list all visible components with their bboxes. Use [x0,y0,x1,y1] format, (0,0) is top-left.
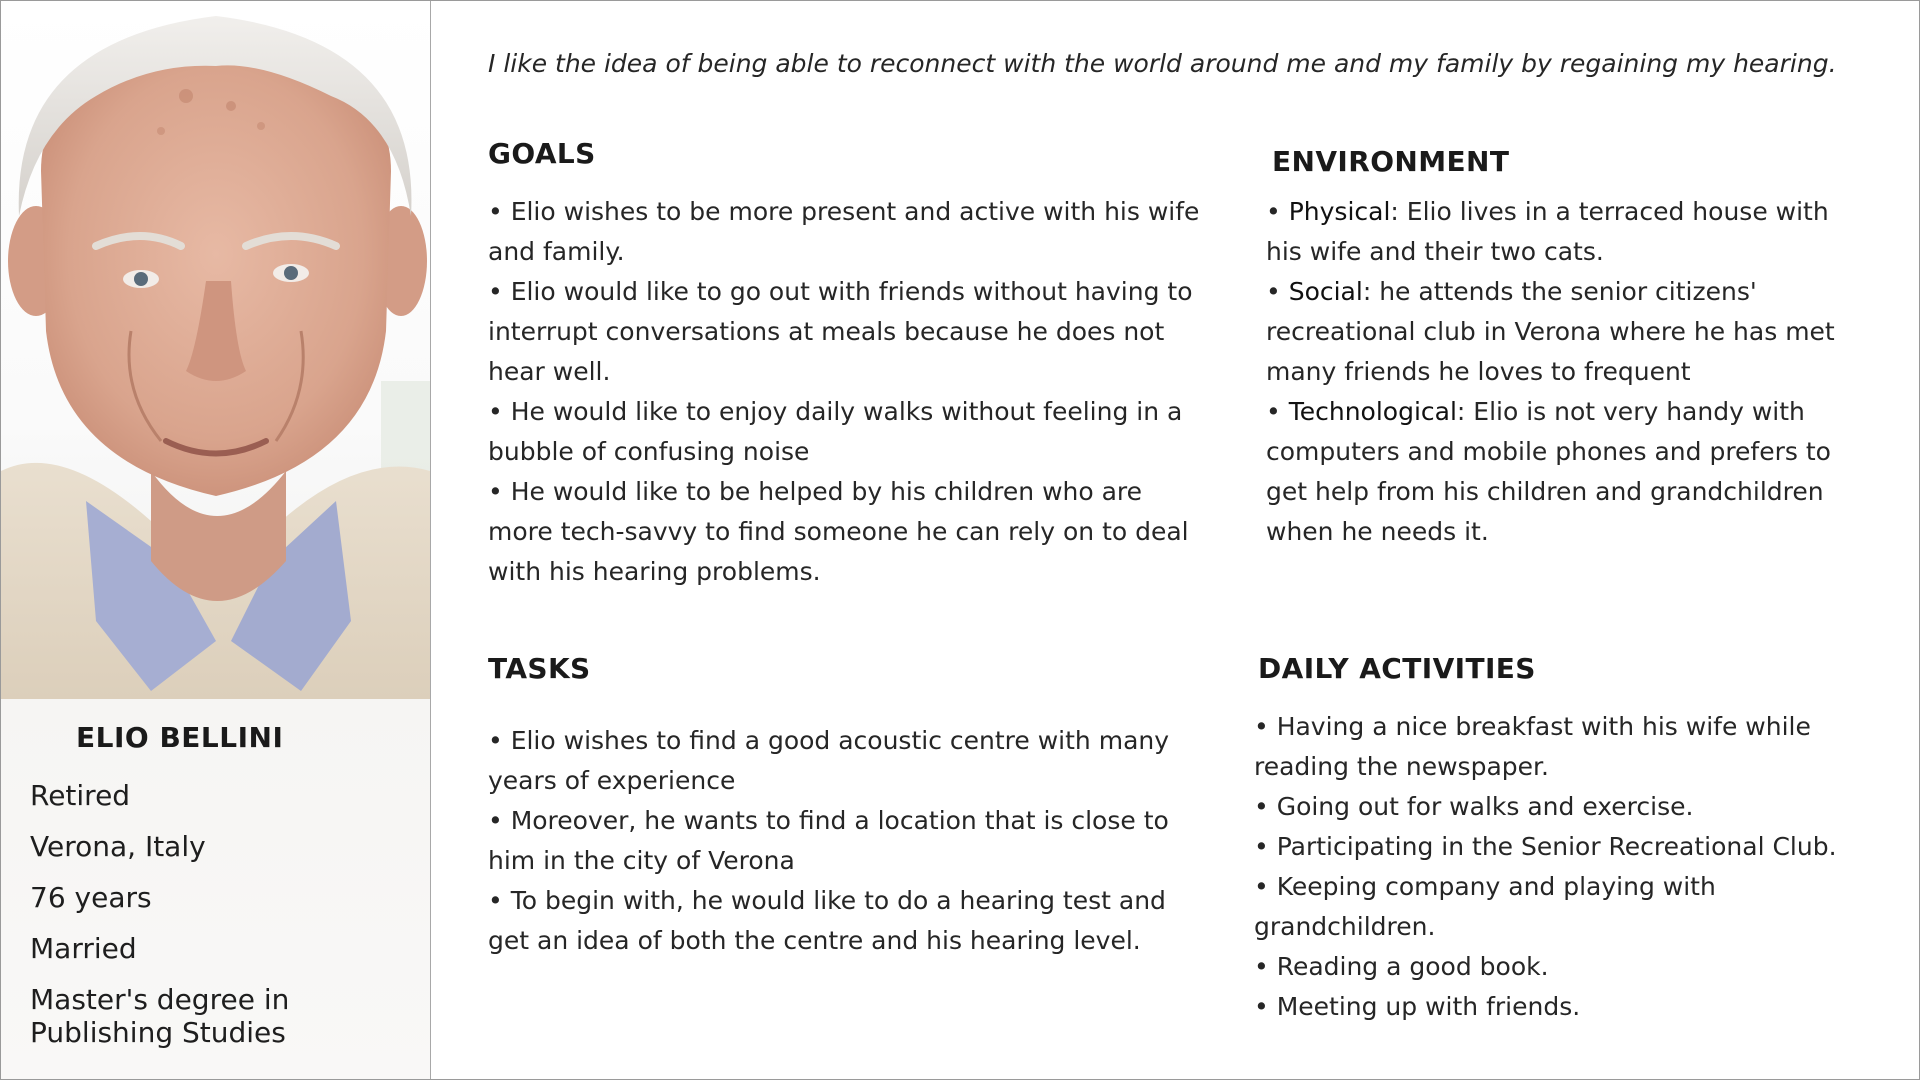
bullet-prefix: • [1266,197,1289,226]
elderly-man-portrait-image [1,1,430,699]
task-item: • Moreover, he wants to find a location that is close to him in the city of Verona [488,806,1169,875]
environment-text: : Elio lives in a terraced house with his wife and their two cats. [1266,197,1829,266]
tasks-section [488,652,1208,961]
environment-heading: ENVIRONMENT [1272,145,1510,178]
persona-location: Verona, Italy [30,830,206,863]
environment-technological [1266,392,1866,552]
environment-term: Technological [1288,397,1457,426]
task-item: • To begin with, he would like to do a hearing test and get an idea of both the centre and his hearing level. [488,886,1166,955]
bullet-prefix: • [1266,277,1289,306]
persona-sidebar [1,1,431,1079]
activity-item: • Keeping company and playing with grandchildren. [1254,872,1716,941]
environment-list [1266,192,1866,552]
persona-facts [30,779,410,1067]
environment-section [1266,145,1866,552]
goals-list [488,192,1208,592]
environment-term: Social [1288,277,1363,306]
environment-social [1266,272,1866,392]
goals-heading: GOALS [488,137,596,170]
daily-activities-heading: DAILY ACTIVITIES [1258,652,1536,685]
daily-activities-section [1254,652,1874,1027]
environment-text: : he attends the senior citizens' recreational club in Verona where he has met many friends he loves to frequent [1266,277,1835,386]
daily-activities-list [1254,707,1874,1027]
persona-occupation: Retired [30,779,131,812]
goal-item: • He would like to enjoy daily walks without feeling in a bubble of confusing noise [488,397,1183,466]
environment-term: Physical [1288,197,1391,226]
activity-item: • Having a nice breakfast with his wife while reading the newspaper. [1254,712,1811,781]
activity-item: • Going out for walks and exercise. [1254,792,1694,821]
goal-item: • Elio wishes to be more present and active with his wife and family. [488,197,1200,266]
persona-marital-status: Married [30,932,137,965]
persona-age: 76 years [30,881,152,914]
environment-physical [1266,192,1866,272]
activity-item: • Participating in the Senior Recreational Club. [1254,832,1837,861]
tasks-list [488,721,1208,961]
activity-item: • Reading a good book. [1254,952,1549,981]
persona-quote: I like the idea of being able to reconnect with the world around me and my family by regaining my hearing. [488,49,1837,78]
goals-section [488,137,1208,592]
bullet-prefix: • [1266,397,1289,426]
environment-text: : Elio is not very handy with computers and mobile phones and prefers to get help from his children and grandchildren when he needs it. [1266,397,1831,546]
persona-education: Master's degree in Publishing Studies [30,983,290,1049]
tasks-heading: TASKS [488,652,591,685]
goal-item: • Elio would like to go out with friends without having to interrupt conversations at meals because he does not hear well. [488,277,1193,386]
goal-item: • He would like to be helped by his children who are more tech-savvy to find someone he can rely on to deal with his hearing problems. [488,477,1189,586]
persona-photo [1,1,430,699]
persona-name: ELIO BELLINI [76,721,284,754]
task-item: • Elio wishes to find a good acoustic centre with many years of experience [488,726,1170,795]
persona-profile [1,699,430,1079]
activity-item: • Meeting up with friends. [1254,992,1581,1021]
